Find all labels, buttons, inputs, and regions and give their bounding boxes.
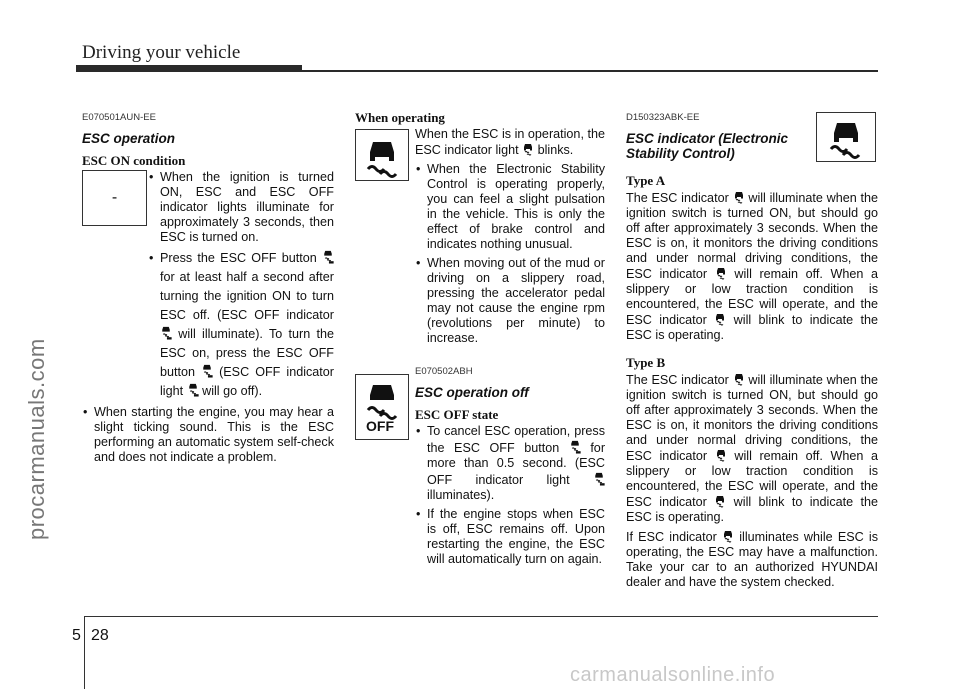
type-b-title: Type B [626,355,666,370]
header-rule [300,70,878,72]
section-code: E070502ABH [415,366,473,377]
section-title: ESC operation off [415,385,529,400]
text-span: will illuminate). To turn the ESC on, press the ESC OFF button [160,327,335,379]
section-title: ESC indicator (Electronic Stability Control) [626,131,789,161]
list-item [415,424,605,503]
esc-icon [714,494,726,508]
side-watermark-text: procarmanuals.com [24,338,49,540]
text-span: for at least half a second after turning the ignition ON to turn ESC off. (ESC OFF indicator [160,270,334,322]
esc-indicator-figure [816,112,876,162]
list-item [148,249,334,401]
list-item: • When the ignition is turned ON, ESC and ESC OFF indicator lights illuminate for approximately 3 seconds, then ESC is turned on. [148,170,334,245]
footer-rule [84,616,878,617]
subsection-title: ESC OFF state [415,407,499,422]
subsection-title: ESC ON condition [82,153,186,168]
text-span: will illuminate when the ignition switch is turned ON, but should go off after approximately 3 seconds. When the ESC is on, it monitors the driving conditions and under normal driving conditions, the ESC indicator [626,191,879,281]
esc-off-indicator-figure [355,374,409,440]
text-span: When the ESC is in operation, the ESC indicator light [415,127,605,157]
text-span: will remain off. When a slippery or low traction condition is encountered, the ESC will operate, and the ESC indicator [626,267,879,327]
esc-off-icon [201,363,213,378]
esc-indicator-figure [82,170,147,226]
page-header-title: Driving your vehicle [82,42,241,63]
esc-off-icon [160,325,172,340]
esc-icon [722,529,734,543]
text-span: will illuminate when the ignition switch is turned ON, but should go off after approximately 3 seconds. When the ESC is on, it monitors the driving conditions and under normal driving conditions, the ESC indicator [626,373,879,463]
page-number: 28 [91,627,109,644]
esc-off-icon [187,382,199,397]
esc-off-icon [322,249,334,264]
text-span: Press the ESC OFF button [160,251,317,265]
side-watermark [14,250,54,550]
footer-vertical-rule [84,616,85,689]
section-code: E070501AUN-EE [82,112,156,123]
esc-off-section [415,364,605,567]
section-title: ESC operation [82,131,176,146]
esc-off-icon [569,439,581,454]
list-item: • When starting the engine, you may hear a slight ticking sound. This is the ESC performing an automatic system self-check and does not indicate a problem. [82,405,334,465]
paragraph [626,190,878,343]
esc-icon [733,372,745,386]
text-span: The ESC indicator [626,373,729,387]
section-code: D150323ABK-EE [626,112,700,123]
subsection-title: When operating [355,110,445,125]
header-bar [76,65,302,72]
text-span: will blink to indicate the ESC is operating. [626,495,879,524]
off-label: OFF [366,418,394,434]
esc-car-icon [817,113,875,161]
text-span: The ESC indicator [626,191,729,205]
esc-icon [522,142,534,156]
text-span: (ESC OFF indicator light [160,365,335,398]
text-span: To cancel ESC operation, press the ESC OFF button [427,424,605,455]
column-esc-operation [82,110,334,469]
esc-icon [714,312,726,326]
text-span: will remain off. When a slippery or low traction condition is encountered, the ESC will operate, and the ESC indicator [626,449,879,509]
figure-label: - [111,189,118,206]
esc-icon [715,448,727,462]
esc-icon [715,266,727,280]
text-span: will blink to indicate the ESC is operating. [626,313,879,342]
paragraph [415,127,605,158]
text-span: illuminates). [427,488,495,502]
esc-indicator-figure [355,129,409,181]
text-span: blinks. [537,143,574,157]
type-a-title: Type A [626,173,666,188]
paragraph [626,372,878,525]
list-item: • If the engine stops when ESC is off, ESC remains off. Upon restarting the engine, the ESC will automatically turn on again. [415,507,605,567]
column-when-operating [355,110,605,571]
list-item: • When moving out of the mud or driving on a slippery road, pressing the accelerator pedal may not cause the engine rpm (revolutions per minute) to increase. [415,256,605,346]
esc-car-icon [356,130,408,180]
text-span: for more than 0.5 second. (ESC OFF indicator light [427,441,606,487]
column-esc-indicator [626,110,878,594]
section-number: 5 [72,627,81,644]
esc-off-icon [593,471,605,486]
list-item: • When the Electronic Stability Control is operating properly, you can feel a slight pulsation in the vehicle. This is only the effect of brake control and indicates nothing unusual. [415,162,605,252]
paragraph [626,529,878,590]
bottom-watermark: carmanualsonline.info [570,664,776,686]
text-span: If ESC indicator [626,530,717,544]
text-span: illuminates while ESC is operating, the ESC may have a malfunction. Take your car to an authorized HYUNDAI dealer and have the system checked. [626,530,878,589]
text-span: will go off). [202,384,263,398]
esc-icon [733,190,745,204]
